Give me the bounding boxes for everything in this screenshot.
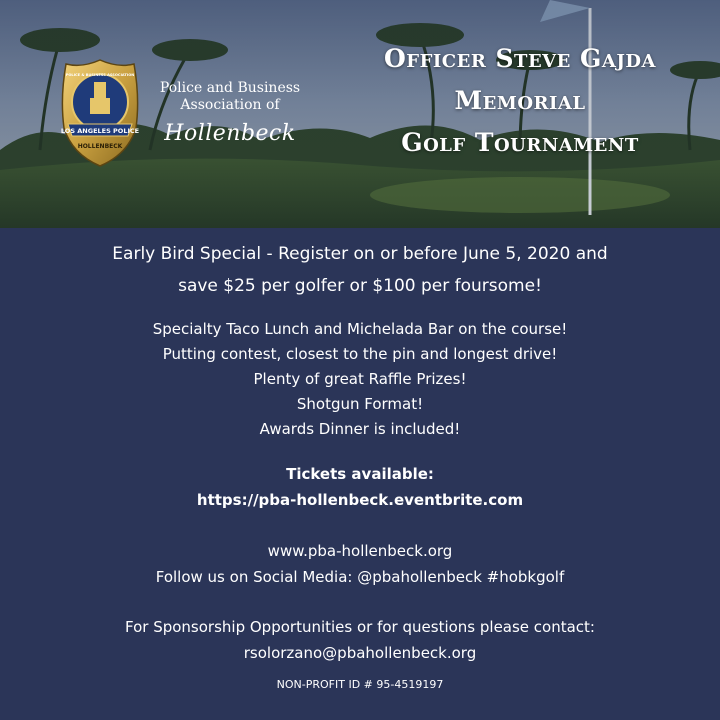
association-hollenbeck: Hollenbeck [164, 121, 296, 146]
association-line-2: Association of [180, 97, 280, 113]
tickets-link[interactable]: https://pba-hollenbeck.eventbrite.com [196, 491, 524, 509]
association-line-1: Police and Business [159, 80, 301, 96]
feature-item: Specialty Taco Lunch and Michelada Bar on the course! [152, 320, 568, 338]
title-line-3: Golf Tournament [401, 128, 639, 157]
feature-item: Awards Dinner is included! [259, 420, 461, 438]
contact-email[interactable]: rsolorzano@pbahollenbeck.org [243, 644, 477, 662]
badge-ribbon-text: LOS ANGELES POLICE [60, 127, 140, 135]
feature-item: Plenty of great Raffle Prizes! [253, 370, 467, 388]
nonprofit-id: NON-PROFIT ID # 95-4519197 [276, 678, 444, 691]
sponsorship-line: For Sponsorship Opportunities or for questions please contact: [125, 618, 595, 636]
tickets-heading: Tickets available: [286, 465, 434, 483]
title-line-2: Memorial [454, 86, 586, 115]
header-banner [0, 0, 720, 228]
event-details [0, 228, 720, 720]
early-bird-line-2: save $25 per golfer or $100 per foursome! [178, 276, 542, 296]
badge-bottom-text: HOLLENBECK [77, 143, 123, 150]
website-link[interactable]: www.pba-hollenbeck.org [267, 542, 453, 560]
lapd-badge-logo [58, 58, 142, 168]
association-name [146, 80, 314, 150]
title-line-1: Officer Steve Gajda [384, 44, 656, 73]
early-bird-line-1: Early Bird Special - Register on or before June 5, 2020 and [112, 244, 608, 264]
event-title [330, 38, 710, 164]
badge-top-text: POLICE & BUSINESS ASSOCIATION [65, 73, 135, 77]
feature-item: Putting contest, closest to the pin and longest drive! [162, 345, 558, 363]
social-media-line: Follow us on Social Media: @pbahollenbeck #hobkgolf [155, 568, 565, 586]
feature-item: Shotgun Format! [296, 395, 424, 413]
